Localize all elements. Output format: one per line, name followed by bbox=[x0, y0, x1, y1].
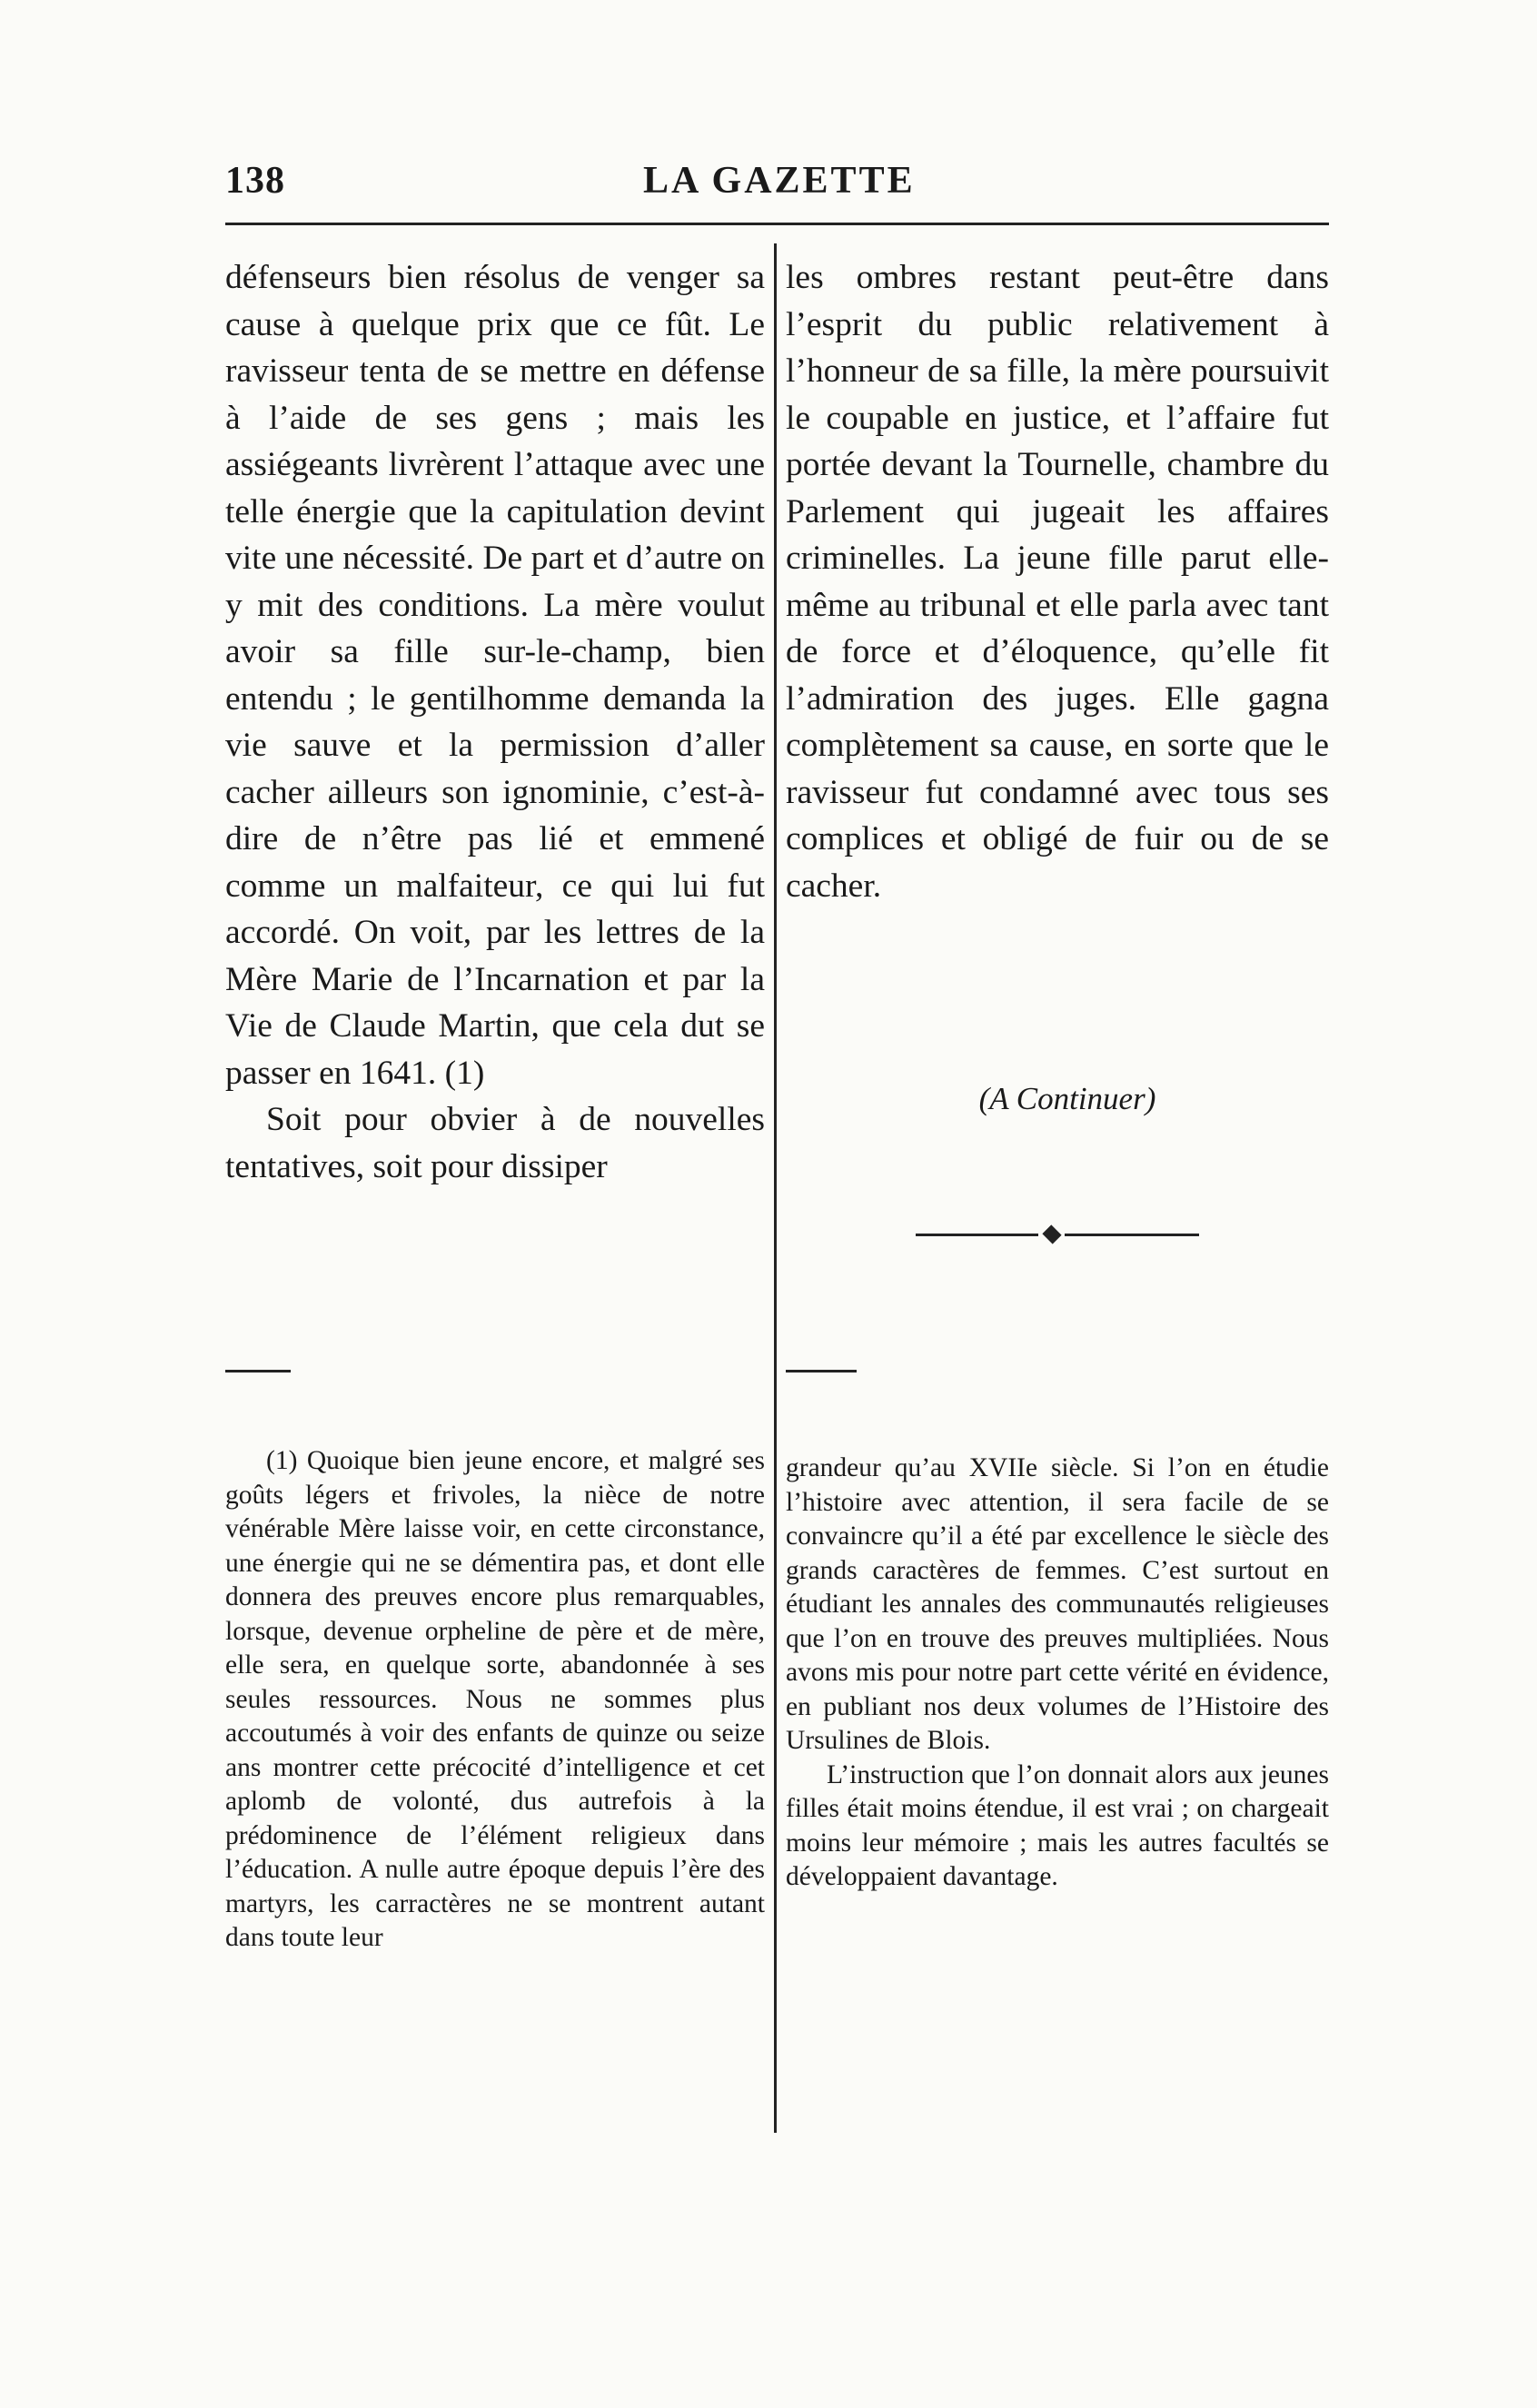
left-column bbox=[225, 254, 765, 1190]
ornament-dot bbox=[1042, 1224, 1061, 1244]
running-title: LA GAZETTE bbox=[643, 160, 916, 202]
footnote-paragraph: grandeur qu’au XVIIe siècle. Si l’on en étudie l’histoire avec attention, il sera facile de se convaincre qu’il a été par excellence le siècle des grands caractères de femmes. C’est surtout en étudiant les annales des communautés religieuses que l’on en trouve des preuves multipliées. Nous avons mis pour notre part cette vérité en évidence, en publiant nos deux volumes de l’Histoire des Ursulines de Blois. bbox=[786, 1453, 1329, 1755]
page-header bbox=[225, 159, 1329, 213]
page-number: 138 bbox=[225, 160, 285, 202]
ornament-rule-right bbox=[1065, 1234, 1199, 1236]
continue-note: (A Continuer) bbox=[978, 1081, 1156, 1116]
body-paragraph: défenseurs bien résolus de venger sa cause à quelque prix que ce fût. Le ravisseur tenta de se mettre en défense à l’aide de ses gens ; mais les assiégeants livrèrent l’attaque avec une telle énergie que la capitulation devint vite une nécessité. De part et d’autre on y mit des conditions. La mère voulut avoir sa fille sur-le-champ, bien entendu ; le gentilhomme demanda la vie sauve et la permission d’aller cacher ailleurs son ignominie, c’est-à-dire de n’être pas lié et emmené comme un malfaiteur, ce qui lui fut accordé. On voit, par les lettres de la Mère Marie de l’Incarnation et par la Vie de Claude Martin, que cela dut se passer en 1641. (1) bbox=[225, 259, 765, 1092]
footnote-rule-left bbox=[225, 1370, 291, 1372]
column-divider bbox=[774, 243, 777, 2133]
right-column bbox=[786, 254, 1329, 909]
footnote-left bbox=[225, 1444, 765, 1956]
footnote-paragraph: (1) Quoique bien jeune encore, et malgré ses goûts légers et frivoles, la nièce de notre vénérable Mère laisse voir, en cette circonstance, une énergie qui ne se démentira pas, et dont elle donnera des preuves encore plus remarquables, lorsque, devenue orpheline de père et de mère, elle sera, en quelque sorte, abandonnée à ses seules ressources. Nous ne sommes plus accoutumés à voir des enfants de quinze ou seize ans montrer cette précocité d’intelligence et cet aplomb de volonté, dus autrefois à la prédominence de l’élément religieux dans l’éducation. A nulle autre époque depuis l’ère des martyrs, les carractères ne se montrent autant dans toute leur bbox=[225, 1446, 765, 1952]
ornament-rule-left bbox=[916, 1234, 1038, 1236]
footnote-right bbox=[786, 1452, 1329, 1895]
body-paragraph: les ombres restant peut-être dans l’esprit du public relativement à l’honneur de sa fille, la mère poursuivit le coupable en justice, et l’affaire fut portée devant la Tournelle, chambre du Parlement qui jugeait les affaires criminelles. La jeune fille parut elle-même au tribunal et elle parla avec tant de force et d’éloquence, qu’elle fit l’admiration des juges. Elle gagna complètement sa cause, en sorte que le ravisseur fut condamné avec tous ses complices et obligé de fuir ou de se cacher. bbox=[786, 259, 1329, 905]
footnote-rule-right bbox=[786, 1370, 857, 1372]
body-paragraph: Soit pour obvier à de nouvelles tentatives, soit pour dissiper bbox=[225, 1101, 765, 1185]
header-rule bbox=[225, 223, 1329, 225]
footnote-paragraph: L’instruction que l’on donnait alors aux jeunes filles était moins étendue, il est vrai ; on chargeait moins leur mémoire ; mais les autres facultés se développaient davantage. bbox=[786, 1759, 1329, 1891]
